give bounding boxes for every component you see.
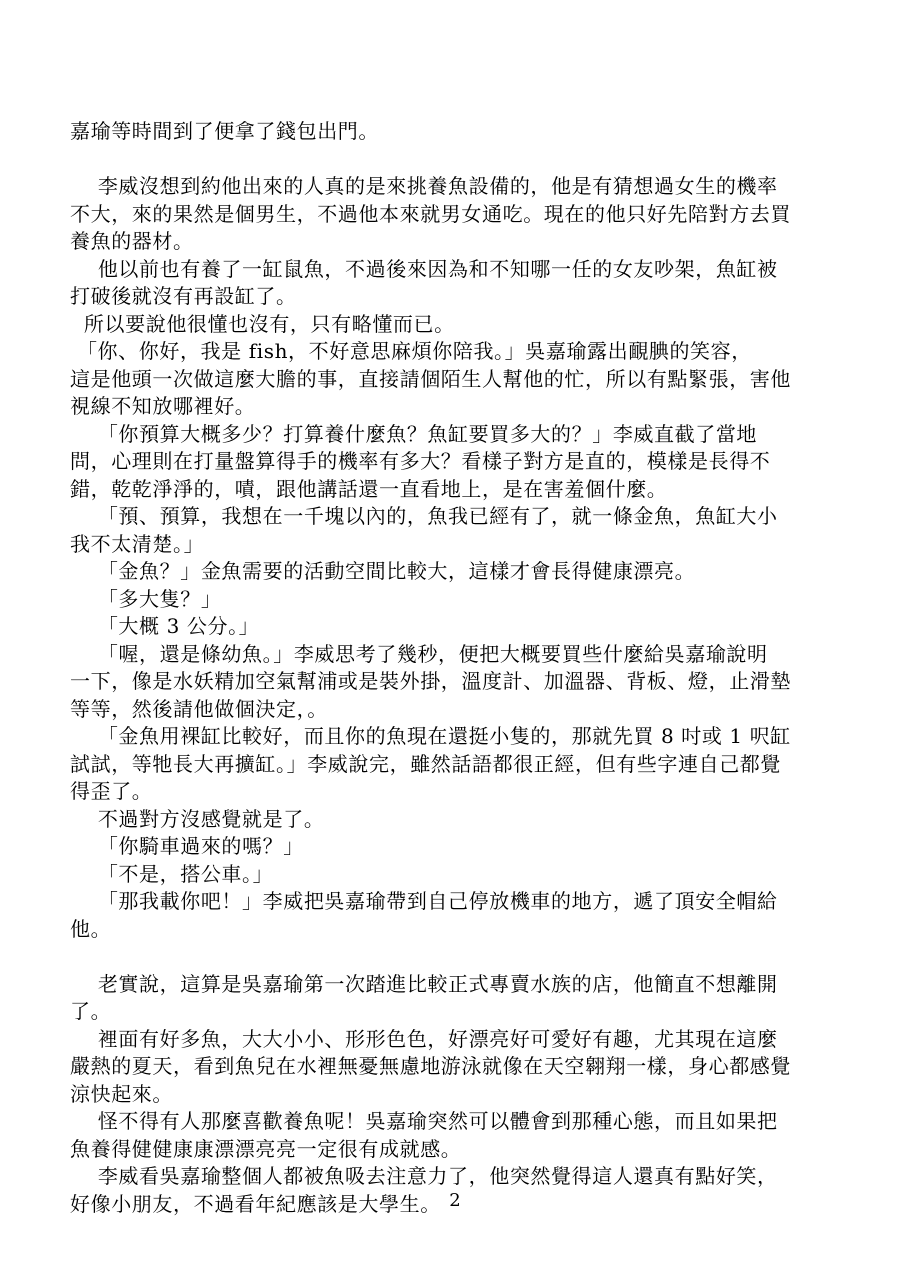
- text-line: 「喔，還是條幼魚。」李威思考了幾秒，便把大概要買些什麼給吳嘉瑜說明: [70, 641, 768, 666]
- text-line: 「大概 3 公分。」: [70, 614, 260, 638]
- text-line: 「預、預算，我想在一千塊以內的，魚我已經有了，就一條金魚，魚缸大小: [70, 504, 778, 528]
- page-number: 2: [449, 1190, 461, 1211]
- text-line: 試試，等牠長大再擴缸。」李威說完，雖然話語都很正經，但有些字連自己都覺: [70, 751, 781, 776]
- text-line: 「你騎車過來的嗎？」: [70, 834, 304, 858]
- text-line: 好像小朋友，不過看年紀應該是大學生。: [70, 1191, 441, 1216]
- text-line: 嚴熱的夏天，看到魚兒在水裡無憂無慮地游泳就像在天空翱翔一樣，身心都感覺: [70, 1054, 791, 1078]
- text-line: 等等，然後請他做個決定，。: [70, 696, 328, 721]
- text-line: 「你預算大概多少？打算養什麼魚？魚缸要買多大的？」李威直截了當地: [70, 421, 758, 446]
- text-line: 錯，乾乾淨淨的，嘖，跟他講話還一直看地上，是在害羞個什麼。: [70, 476, 668, 501]
- text-line: 魚養得健健康康漂漂亮亮一定很有成就感。: [70, 1136, 462, 1161]
- text-line: 不過對方沒感覺就是了。: [70, 806, 325, 831]
- text-line: 他。: [70, 916, 112, 941]
- text-line: 「金魚？」金魚需要的活動空間比較大，這樣才會長得健康漂亮。: [70, 559, 696, 583]
- text-line: 「你、你好，我是 fish，不好意思麻煩你陪我。」吳嘉瑜露出靦腆的笑容，: [70, 339, 752, 363]
- text-line: 「多大隻？」: [70, 586, 222, 611]
- text-line: 「金魚用裸缸比較好，而且你的魚現在還挺小隻的，那就先買 8 吋或 1 呎缸: [70, 724, 791, 748]
- text-line: 所以要說他很懂也沒有，只有略懂而已。: [70, 311, 455, 336]
- text-line: 不大，來的果然是個男生，不過他本來就男女通吃。現在的他只好先陪對方去買: [70, 201, 791, 226]
- text-line: 視線不知放哪裡好。: [70, 394, 256, 418]
- text-line: 嘉瑜等時間到了便拿了錢包出門。: [70, 119, 379, 143]
- text-line: 這是他頭一次做這麼大膽的事，直接請個陌生人幫他的忙，所以有點緊張，害他: [70, 366, 791, 391]
- text-line: 裡面有好多魚，大大小小、形形色色，好漂亮好可愛好有趣，尤其現在這麼: [70, 1026, 778, 1051]
- text-line: 涼快起來。: [70, 1081, 173, 1106]
- text-line: 我不太清楚。」: [70, 531, 205, 556]
- text-line: 一下，像是水妖精加空氣幫浦或是裝外掛，溫度計、加溫器、背板、燈，止滑墊: [70, 669, 791, 693]
- text-line: 養魚的器材。: [70, 229, 194, 253]
- text-line: 「那我載你吧！」李威把吳嘉瑜帶到自己停放機車的地方，遞了頂安全帽給: [70, 889, 778, 913]
- text-line: 怪不得有人那麼喜歡養魚呢！吳嘉瑜突然可以體會到那種心態，而且如果把: [70, 1109, 778, 1133]
- text-line: 他以前也有養了一缸鼠魚，不過後來因為和不知哪一任的女友吵架，魚缸被: [70, 256, 778, 281]
- text-line: 「不是，搭公車。」: [70, 861, 274, 886]
- text-line: 李威看吳嘉瑜整個人都被魚吸去注意力了，他突然覺得這人還真有點好笑，: [70, 1164, 778, 1188]
- text-line: 老實說，這算是吳嘉瑜第一次踏進比較正式專賣水族的店，他簡直不想離開: [70, 971, 778, 996]
- text-line: 打破後就沒有再設缸了。: [70, 284, 297, 308]
- text-line: 得歪了。: [70, 779, 153, 803]
- text-line: 問，心理則在打量盤算得手的機率有多大？看樣子對方是直的，模樣是長得不: [70, 449, 771, 473]
- text-line: 李威沒想到約他出來的人真的是來挑養魚設備的，他是有猜想過女生的機率: [70, 174, 778, 198]
- text-line: 了。: [70, 999, 112, 1023]
